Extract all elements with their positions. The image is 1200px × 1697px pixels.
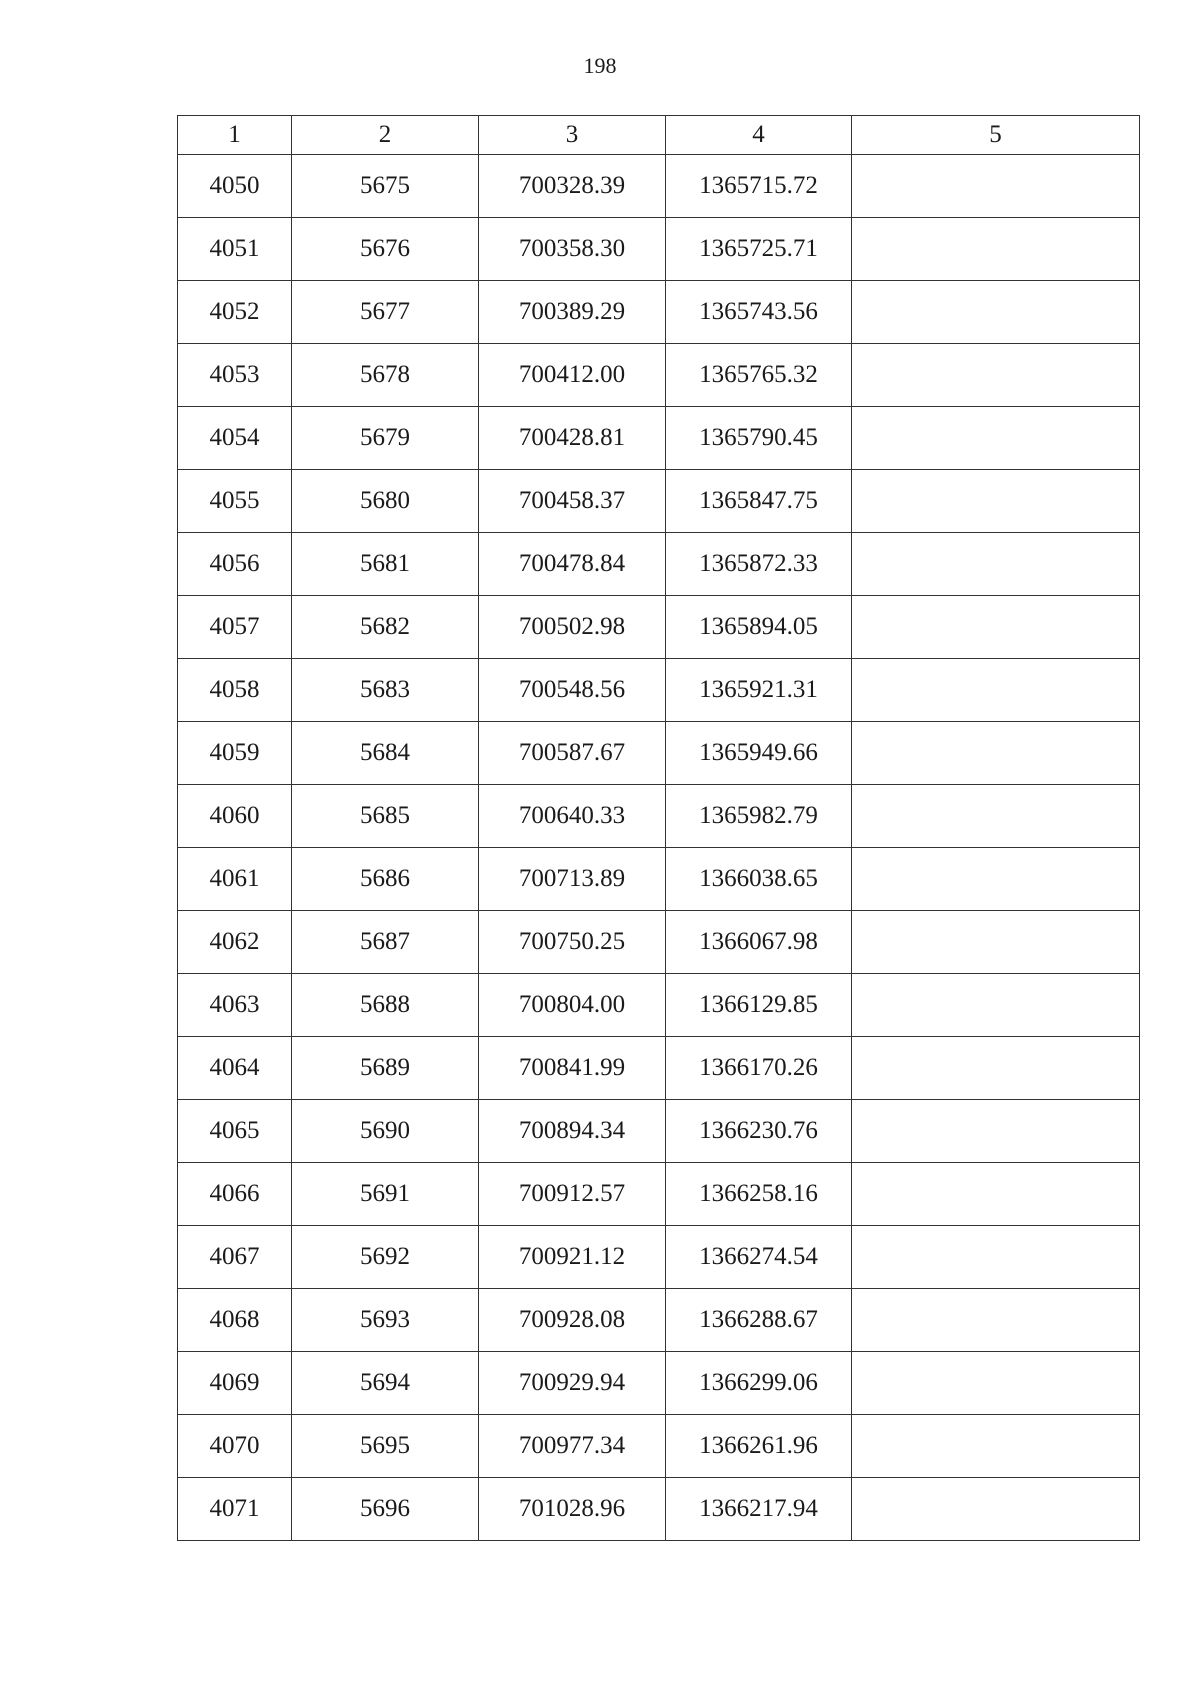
table-cell-col-2: 5680 — [292, 470, 479, 533]
table-cell-col-2: 5686 — [292, 848, 479, 911]
table-cell-col-3: 700428.81 — [479, 407, 666, 470]
table-cell-col-2: 5690 — [292, 1100, 479, 1163]
table-cell-col-4: 1366274.54 — [666, 1226, 852, 1289]
table-cell-col-1: 4054 — [178, 407, 292, 470]
table-cell-col-5 — [852, 911, 1140, 974]
table-row — [178, 1352, 1140, 1415]
table-cell-col-5 — [852, 155, 1140, 218]
table-cell-col-1: 4067 — [178, 1226, 292, 1289]
table-cell-col-5 — [852, 407, 1140, 470]
table-cell-col-1: 4051 — [178, 218, 292, 281]
table-cell-col-3: 700548.56 — [479, 659, 666, 722]
table-cell-col-5 — [852, 974, 1140, 1037]
table-cell-col-4: 1366230.76 — [666, 1100, 852, 1163]
column-header-2: 2 — [292, 116, 479, 155]
table-cell-col-3: 700640.33 — [479, 785, 666, 848]
table-cell-col-4: 1366067.98 — [666, 911, 852, 974]
table-cell-col-1: 4059 — [178, 722, 292, 785]
coordinates-table — [177, 115, 1140, 1541]
table-cell-col-3: 700804.00 — [479, 974, 666, 1037]
table-cell-col-5 — [852, 596, 1140, 659]
table-cell-col-4: 1365790.45 — [666, 407, 852, 470]
table-cell-col-1: 4055 — [178, 470, 292, 533]
table-cell-col-1: 4050 — [178, 155, 292, 218]
table-row — [178, 533, 1140, 596]
table-cell-col-2: 5675 — [292, 155, 479, 218]
table-row — [178, 1163, 1140, 1226]
column-header-1: 1 — [178, 116, 292, 155]
table-cell-col-3: 700929.94 — [479, 1352, 666, 1415]
table-cell-col-1: 4052 — [178, 281, 292, 344]
table-cell-col-1: 4056 — [178, 533, 292, 596]
table-row — [178, 1478, 1140, 1541]
table-cell-col-3: 700841.99 — [479, 1037, 666, 1100]
table-cell-col-3: 700478.84 — [479, 533, 666, 596]
table-cell-col-4: 1366170.26 — [666, 1037, 852, 1100]
table-cell-col-4: 1366261.96 — [666, 1415, 852, 1478]
table-cell-col-5 — [852, 659, 1140, 722]
table-cell-col-4: 1365725.71 — [666, 218, 852, 281]
table-cell-col-2: 5678 — [292, 344, 479, 407]
table-cell-col-4: 1365949.66 — [666, 722, 852, 785]
table-cell-col-3: 700912.57 — [479, 1163, 666, 1226]
table-row — [178, 785, 1140, 848]
table-row — [178, 1100, 1140, 1163]
table-cell-col-4: 1366217.94 — [666, 1478, 852, 1541]
table-row — [178, 848, 1140, 911]
table-cell-col-1: 4058 — [178, 659, 292, 722]
table-row — [178, 722, 1140, 785]
table-cell-col-5 — [852, 218, 1140, 281]
column-header-4: 4 — [666, 116, 852, 155]
table-cell-col-5 — [852, 785, 1140, 848]
table-cell-col-3: 701028.96 — [479, 1478, 666, 1541]
table-body — [178, 155, 1140, 1541]
table-cell-col-5 — [852, 470, 1140, 533]
table-cell-col-1: 4057 — [178, 596, 292, 659]
table-cell-col-3: 700977.34 — [479, 1415, 666, 1478]
table-cell-col-3: 700502.98 — [479, 596, 666, 659]
table-cell-col-4: 1366038.65 — [666, 848, 852, 911]
table-cell-col-5 — [852, 1100, 1140, 1163]
page-number: 198 — [583, 53, 617, 78]
table-cell-col-4: 1365982.79 — [666, 785, 852, 848]
table-cell-col-4: 1365872.33 — [666, 533, 852, 596]
table-cell-col-4: 1365765.32 — [666, 344, 852, 407]
table-cell-col-3: 700713.89 — [479, 848, 666, 911]
table-cell-col-2: 5694 — [292, 1352, 479, 1415]
table-row — [178, 659, 1140, 722]
table-cell-col-5 — [852, 281, 1140, 344]
table-header — [178, 116, 1140, 155]
table-cell-col-1: 4068 — [178, 1289, 292, 1352]
table-cell-col-5 — [852, 1415, 1140, 1478]
table-row — [178, 596, 1140, 659]
table-cell-col-5 — [852, 1226, 1140, 1289]
table-row — [178, 1415, 1140, 1478]
table-cell-col-4: 1366299.06 — [666, 1352, 852, 1415]
table-cell-col-3: 700328.39 — [479, 155, 666, 218]
table-cell-col-2: 5685 — [292, 785, 479, 848]
table-cell-col-4: 1365715.72 — [666, 155, 852, 218]
table-cell-col-1: 4071 — [178, 1478, 292, 1541]
table-cell-col-5 — [852, 1163, 1140, 1226]
table-cell-col-5 — [852, 722, 1140, 785]
table-cell-col-3: 700928.08 — [479, 1289, 666, 1352]
table-cell-col-4: 1366288.67 — [666, 1289, 852, 1352]
table-cell-col-3: 700412.00 — [479, 344, 666, 407]
table-row — [178, 407, 1140, 470]
table-cell-col-3: 700358.30 — [479, 218, 666, 281]
table-cell-col-4: 1366258.16 — [666, 1163, 852, 1226]
table-cell-col-2: 5677 — [292, 281, 479, 344]
table-row — [178, 470, 1140, 533]
table-cell-col-2: 5696 — [292, 1478, 479, 1541]
table-cell-col-2: 5682 — [292, 596, 479, 659]
table-cell-col-4: 1366129.85 — [666, 974, 852, 1037]
table-cell-col-1: 4070 — [178, 1415, 292, 1478]
table-cell-col-2: 5676 — [292, 218, 479, 281]
table-row — [178, 155, 1140, 218]
table-row — [178, 218, 1140, 281]
table-row — [178, 974, 1140, 1037]
table-cell-col-2: 5687 — [292, 911, 479, 974]
table-cell-col-1: 4063 — [178, 974, 292, 1037]
table-cell-col-2: 5683 — [292, 659, 479, 722]
table-row — [178, 281, 1140, 344]
table-row — [178, 1289, 1140, 1352]
table-cell-col-1: 4069 — [178, 1352, 292, 1415]
table-cell-col-3: 700921.12 — [479, 1226, 666, 1289]
header-row — [178, 116, 1140, 155]
table-cell-col-1: 4053 — [178, 344, 292, 407]
table-cell-col-1: 4060 — [178, 785, 292, 848]
table-cell-col-1: 4066 — [178, 1163, 292, 1226]
table-row — [178, 344, 1140, 407]
table-cell-col-1: 4061 — [178, 848, 292, 911]
table-cell-col-5 — [852, 1037, 1140, 1100]
table-cell-col-1: 4064 — [178, 1037, 292, 1100]
table-cell-col-4: 1365921.31 — [666, 659, 852, 722]
table-cell-col-3: 700894.34 — [479, 1100, 666, 1163]
table-cell-col-5 — [852, 1478, 1140, 1541]
table-cell-col-2: 5679 — [292, 407, 479, 470]
table-row — [178, 1037, 1140, 1100]
table-cell-col-4: 1365743.56 — [666, 281, 852, 344]
table-row — [178, 1226, 1140, 1289]
table-cell-col-2: 5695 — [292, 1415, 479, 1478]
table-cell-col-3: 700389.29 — [479, 281, 666, 344]
table-cell-col-2: 5684 — [292, 722, 479, 785]
table-row — [178, 911, 1140, 974]
table-cell-col-2: 5692 — [292, 1226, 479, 1289]
table-cell-col-2: 5681 — [292, 533, 479, 596]
table-cell-col-3: 700458.37 — [479, 470, 666, 533]
table-cell-col-1: 4062 — [178, 911, 292, 974]
table-cell-col-5 — [852, 848, 1140, 911]
table-cell-col-3: 700587.67 — [479, 722, 666, 785]
table-cell-col-2: 5688 — [292, 974, 479, 1037]
table-cell-col-5 — [852, 1289, 1140, 1352]
table-cell-col-2: 5693 — [292, 1289, 479, 1352]
table-cell-col-5 — [852, 1352, 1140, 1415]
table-cell-col-2: 5689 — [292, 1037, 479, 1100]
table-cell-col-5 — [852, 344, 1140, 407]
column-header-3: 3 — [479, 116, 666, 155]
table-cell-col-3: 700750.25 — [479, 911, 666, 974]
column-header-5: 5 — [852, 116, 1140, 155]
table-cell-col-5 — [852, 533, 1140, 596]
table-cell-col-2: 5691 — [292, 1163, 479, 1226]
table-cell-col-4: 1365847.75 — [666, 470, 852, 533]
table-cell-col-1: 4065 — [178, 1100, 292, 1163]
table-cell-col-4: 1365894.05 — [666, 596, 852, 659]
